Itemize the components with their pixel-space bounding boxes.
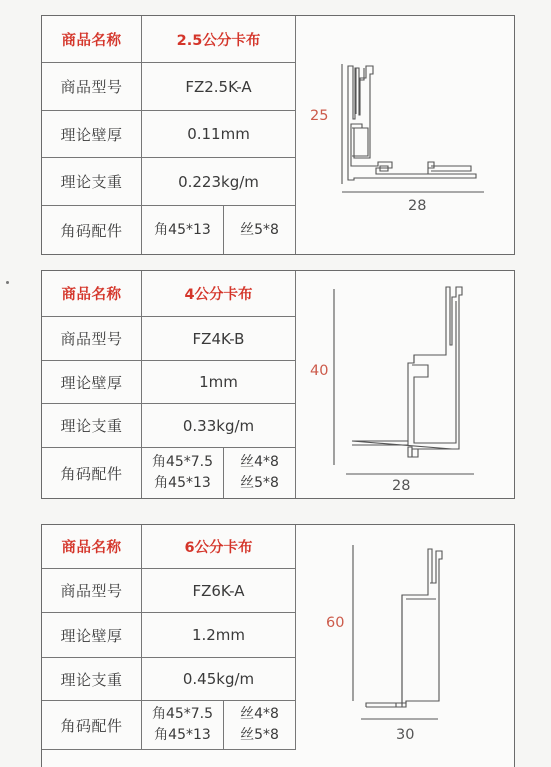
- thickness-value: 1.2mm: [142, 613, 296, 657]
- row-weight: [42, 404, 296, 448]
- row-name: [42, 271, 296, 317]
- fitting-corner-1: 角45*7.5: [151, 454, 214, 470]
- name-label: 商品名称: [42, 16, 142, 62]
- row-thickness: [42, 111, 296, 158]
- weight-label: 理论支重: [42, 404, 142, 447]
- weight-value: 0.33kg/m: [142, 404, 296, 447]
- model-label: 商品型号: [42, 317, 142, 360]
- fittings-label: 角码配件: [42, 206, 142, 254]
- row-fittings: [42, 206, 296, 254]
- width-dimension: 28: [408, 198, 427, 214]
- model-value: FZ2.5K-A: [142, 63, 296, 110]
- fittings-corner: [142, 448, 224, 498]
- fittings-label: 角码配件: [42, 448, 142, 498]
- product-name: 2.5公分卡布: [142, 16, 296, 62]
- profile-diagram-2: [296, 271, 514, 498]
- row-fittings: [42, 701, 296, 750]
- thickness-value: 1mm: [142, 361, 296, 403]
- model-value: FZ4K-B: [142, 317, 296, 360]
- row-model: [42, 63, 296, 111]
- scan-speck: [6, 281, 9, 284]
- weight-value: 0.223kg/m: [142, 158, 296, 205]
- row-weight: [42, 158, 296, 206]
- fitting-corner-1: 角45*13: [154, 221, 211, 238]
- profile-drawing-1: [296, 16, 514, 254]
- fittings-corner: [142, 701, 224, 749]
- fitting-screw-1: 丝4*8: [240, 454, 279, 470]
- weight-value: 0.45kg/m: [142, 658, 296, 700]
- row-fittings: [42, 448, 296, 498]
- profile-drawing-2: [296, 271, 514, 498]
- product-name: 4公分卡布: [142, 271, 296, 316]
- thickness-label: 理论壁厚: [42, 361, 142, 403]
- fitting-corner-2: 角45*13: [154, 727, 211, 743]
- width-dimension: 28: [392, 478, 411, 494]
- name-label: 商品名称: [42, 271, 142, 316]
- thickness-label: 理论壁厚: [42, 613, 142, 657]
- fitting-screw-1: 丝5*8: [240, 221, 279, 238]
- fitting-corner-1: 角45*7.5: [151, 706, 214, 722]
- fitting-screw-2: 丝5*8: [240, 727, 279, 743]
- fitting-screw-1: 丝4*8: [240, 706, 279, 722]
- model-value: FZ6K-A: [142, 569, 296, 612]
- row-name: [42, 525, 296, 569]
- profile-diagram-3: [296, 525, 514, 767]
- row-weight: [42, 658, 296, 701]
- product-card-1: [41, 15, 515, 255]
- fittings-corner: [142, 206, 224, 254]
- product-card-3: [41, 524, 515, 767]
- product-name: 6公分卡布: [142, 525, 296, 568]
- row-model: [42, 317, 296, 361]
- profile-diagram-1: [296, 16, 514, 254]
- thickness-label: 理论壁厚: [42, 111, 142, 157]
- weight-label: 理论支重: [42, 158, 142, 205]
- fittings-screw: [224, 206, 296, 254]
- fitting-screw-2: 丝5*8: [240, 475, 279, 491]
- height-dimension: 60: [326, 615, 345, 631]
- weight-label: 理论支重: [42, 658, 142, 700]
- name-label: 商品名称: [42, 525, 142, 568]
- model-label: 商品型号: [42, 63, 142, 110]
- model-label: 商品型号: [42, 569, 142, 612]
- fittings-screw: [224, 701, 296, 749]
- fittings-screw: [224, 448, 296, 498]
- width-dimension: 30: [396, 727, 415, 743]
- row-thickness: [42, 361, 296, 404]
- row-name: [42, 16, 296, 63]
- fitting-corner-2: 角45*13: [154, 475, 211, 491]
- row-model: [42, 569, 296, 613]
- height-dimension: 40: [310, 363, 329, 379]
- thickness-value: 0.11mm: [142, 111, 296, 157]
- height-dimension: 25: [310, 108, 329, 124]
- product-card-2: [41, 270, 515, 499]
- fittings-label: 角码配件: [42, 701, 142, 749]
- row-thickness: [42, 613, 296, 658]
